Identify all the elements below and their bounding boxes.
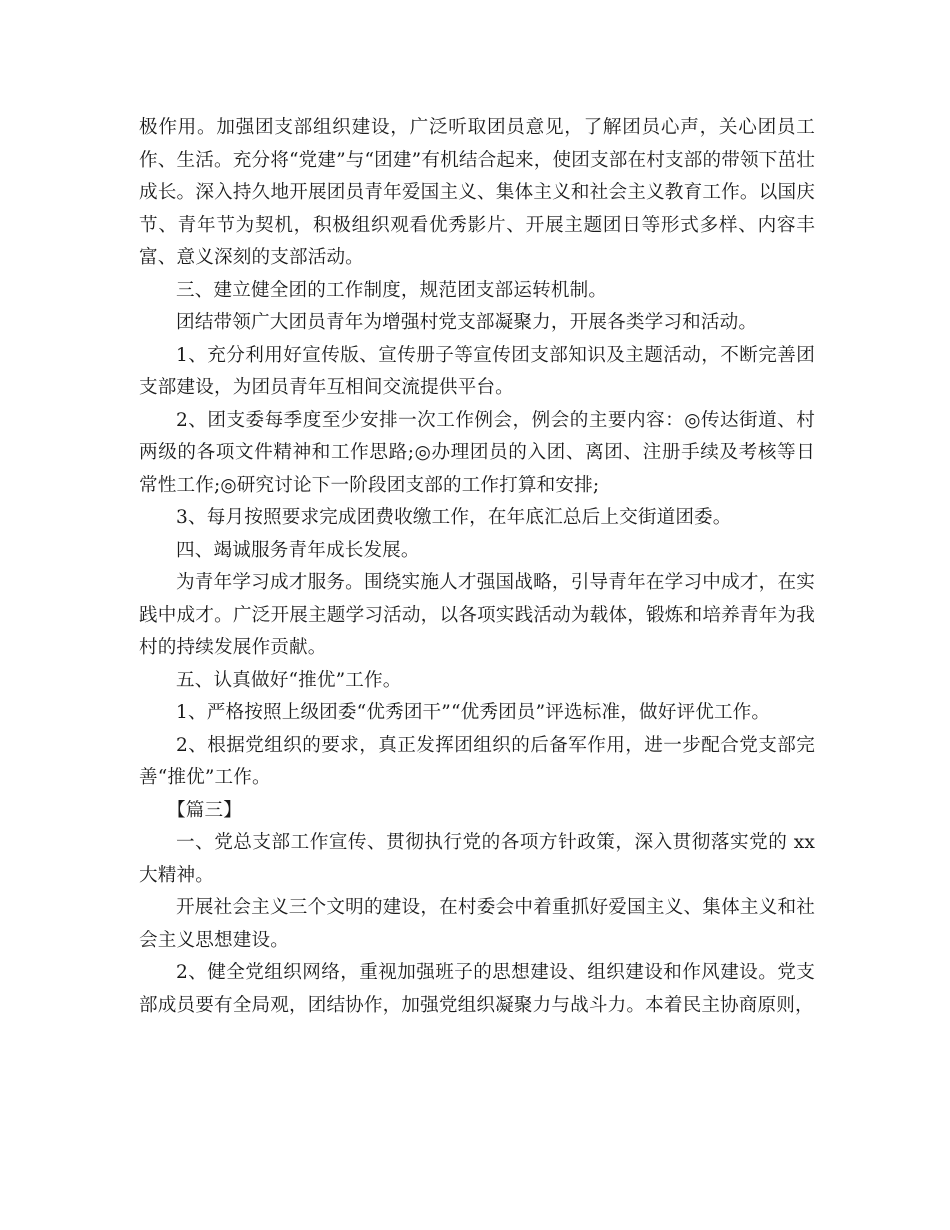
list-item-1: 1、充分利用好宣传版、宣传册子等宣传团支部知识及主题活动，不断完善团支部建设，为团员青年互相间交流提供平台。 — [139, 344, 815, 398]
part-marker: 【篇三】 — [167, 799, 242, 821]
list-item-6: 2、健全党组织网络，重视加强班子的思想建设、组织建设和作风建设。党支部成员要有全局观，团结协作，加强党组织凝聚力与战斗力。本着民主协商原则， — [139, 962, 815, 1016]
paragraph-4: 开展社会主义三个文明的建设，在村委会中着重抓好爱国主义、集体主义和社会主义思想建设。 — [139, 897, 815, 951]
paragraph-1: 极作用。加强团支部组织建设，广泛听取团员意见，了解团员心声，关心团员工作、生活。充分将“党建”与“团建”有机结合起来，使团支部在村支部的带领下茁壮成长。深入持久地开展团员青年爱国主义、集体主义和社会主义教育工作。以国庆节、青年节为契机，积极组织观看优秀影片、开展主题团日等形式多样、内容丰富、意义深刻的支部活动。 — [139, 117, 815, 268]
list-item-5: 2、根据党组织的要求，真正发挥团组织的后备军作用，进一步配合党支部完善“推优”工作。 — [139, 734, 815, 788]
section-heading-4: 四、竭诚服务青年成长发展。 — [176, 539, 420, 561]
list-item-4: 1、严格按照上级团委“优秀团干”“优秀团员”评选标准，做好评优工作。 — [176, 702, 771, 723]
document-body — [139, 112, 815, 1022]
paragraph-3: 为青年学习成才服务。围绕实施人才强国战略，引导青年在学习中成才，在实践中成才。广泛开展主题学习活动，以各项实践活动为载体，锻炼和培养青年为我村的持续发展作贡献。 — [139, 572, 815, 658]
list-item-3: 3、每月按照要求完成团费收缴工作，在年底汇总后上交街道团委。 — [176, 507, 732, 528]
paragraph-2: 团结带领广大团员青年为增强村党支部凝聚力，开展各类学习和活动。 — [176, 312, 758, 333]
section-heading-3: 三、建立健全团的工作制度，规范团支部运转机制。 — [176, 279, 608, 301]
list-item-2: 2、团支委每季度至少安排一次工作例会，例会的主要内容：◎传达街道、村两级的各项文件精神和工作思路;◎办理团员的入团、离团、注册手续及考核等日常性工作;◎研究讨论下一阶段团支部的工作打算和安排; — [139, 409, 815, 496]
section-heading-5: 五、认真做好“推优”工作。 — [176, 669, 402, 691]
section-heading-1: 一、党总支部工作宣传、贯彻执行党的各项方针政策，深入贯彻落实党的 xx 大精神。 — [139, 832, 815, 886]
